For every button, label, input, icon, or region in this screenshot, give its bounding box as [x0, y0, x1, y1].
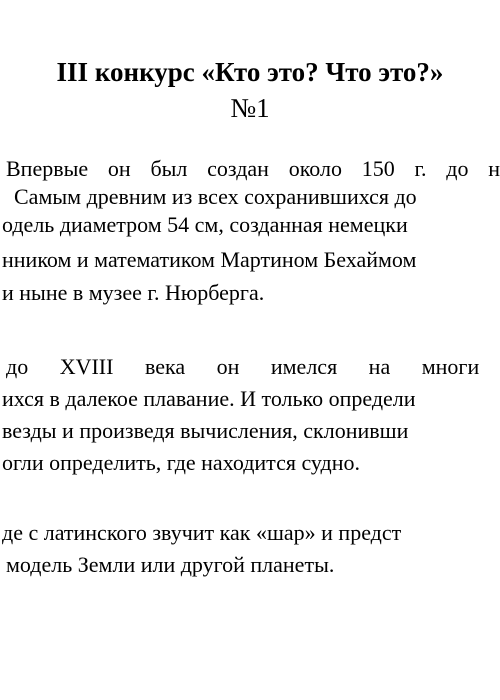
paragraph-1-line-1-word: г. [414, 156, 427, 181]
paragraph-1-line-5: и ныне в музее г. Нюрберга. [2, 280, 265, 305]
paragraph-1-line-1-word: 150 [361, 156, 395, 181]
paragraph-1-line-1-word: создан [207, 156, 269, 181]
paragraph-2-line-2: ихся в далекое плавание. И только определи [2, 386, 416, 411]
paragraph-1-line-1-word: он [107, 156, 131, 181]
paragraph-1-line-1-word: до [446, 156, 469, 181]
paragraph-1-line-2: Самым древним из всех сохранившихся до [14, 184, 417, 209]
paragraph-1-line-1-word: н [488, 156, 500, 181]
paragraph-2-line-1: до XVIII века он имелся на многи [6, 354, 480, 379]
question-number: №1 [230, 93, 270, 123]
paragraph-1-line-3: одель диаметром 54 см, созданная немецки [2, 212, 408, 237]
slide-title: III конкурс «Кто это? Что это?» [56, 57, 444, 87]
paragraph-3-line-1: де с латинского звучит как «шар» и предст [2, 520, 402, 545]
paragraph-1-line-1-word: был [150, 156, 188, 181]
paragraph-2-line-3: везды и произведя вычисления, склонивши [2, 418, 409, 443]
paragraph-1-line-1-word: около [288, 156, 342, 181]
paragraph-1-line-1 [6, 154, 500, 184]
paragraph-2-line-4: огли определить, где находится судно. [2, 450, 361, 475]
paragraph-3-line-2: модель Земли или другой планеты. [6, 552, 335, 577]
paragraph-1-line-1-word: Впервые [6, 156, 89, 181]
paragraph-1-line-4: нником и математиком Мартином Бехаймом [2, 247, 417, 272]
